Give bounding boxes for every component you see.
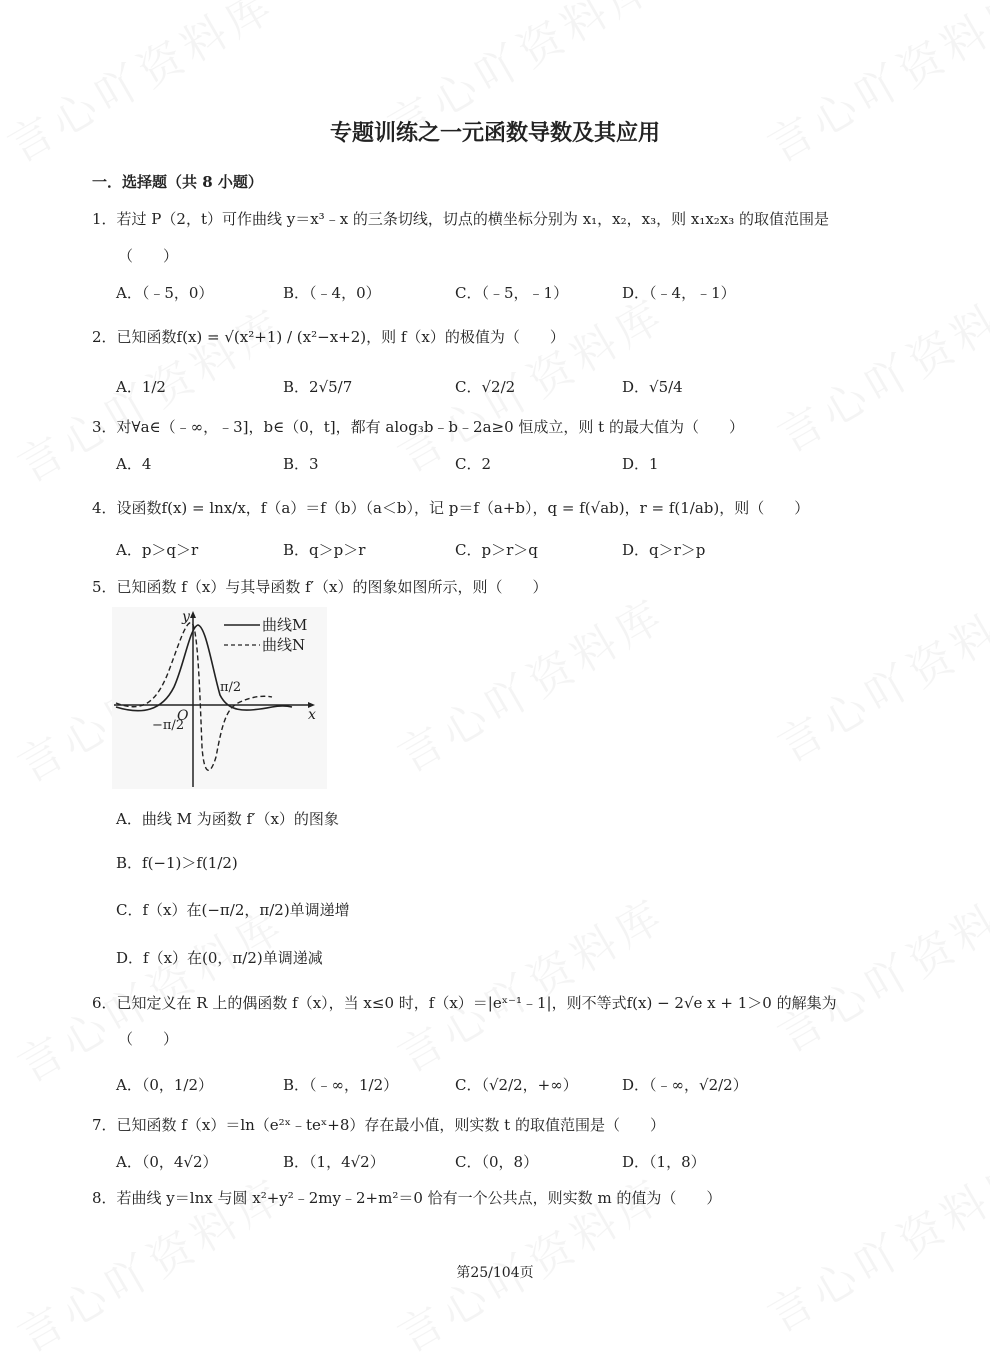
question-6-option-b: B．（﹣∞，1/2） [283,1076,399,1094]
question-6-option-c: C．（√2/2，+∞） [455,1076,578,1094]
question-3-option-c: C．2 [455,455,492,473]
watermark [764,859,990,1064]
question-3-option-d: D．1 [622,455,659,473]
page-title: 专题训练之一元函数导数及其应用 [329,120,660,146]
question-1-paren: （ ） [118,247,179,265]
neg-pi-over-2-label: −π/2 [152,718,185,733]
question-1-option-d: D．（﹣4，﹣1） [622,284,736,302]
watermark [0,0,286,175]
question-7-option-c: C．（0，8） [455,1153,539,1171]
question-4-option-b: B．q＞p＞r [283,541,366,559]
question-4-option-a: A．p＞q＞r [116,541,199,559]
question-6-stem: 6．已知定义在 R 上的偶函数 f（x），当 x≤0 时，f（x）＝|eˣ⁻¹﹣1|，则不等式f(x) − 2√e x + 1＞0 的解集为 [92,994,837,1012]
question-3-stem: 3．对∀a∈（﹣∞，﹣3]，b∈（0，t]，都有 alog₃b﹣b﹣2a≥0 恒成立，则 t 的最大值为（ ） [92,418,744,436]
question-4-option-d: D．q＞r＞p [622,541,706,559]
origin-label: O [177,708,189,724]
y-axis-label: y [182,609,190,625]
page-number: 第25/104页 [456,1265,534,1281]
pi-over-2-label: π/2 [220,680,242,695]
question-5-option-a: A．曲线 M 为函数 f′（x）的图象 [116,810,339,828]
question-7-option-a: A．（0，4√2） [116,1153,218,1171]
question-2-option-b: B．2√5/7 [283,378,353,396]
question-1-option-b: B．（﹣4，0） [283,284,381,302]
question-6-option-a: A．（0，1/2） [116,1076,214,1094]
question-1-option-a: A．（﹣5，0） [116,284,214,302]
question-2-option-d: D．√5/4 [622,378,683,396]
watermark [384,879,676,1084]
watermark [754,1139,990,1344]
x-axis-label: x [308,707,316,723]
question-7-option-d: D．（1，8） [622,1153,706,1171]
question-7-option-b: B．（1，4√2） [283,1153,385,1171]
watermark [384,579,676,784]
question-8-stem: 8．若曲线 y＝lnx 与圆 x²+y²﹣2my﹣2+m²＝0 恰有一个公共点，则实数 m 的值为（ ） [92,1189,722,1207]
question-1-option-c: C．（﹣5，﹣1） [455,284,569,302]
question-6-paren: （ ） [118,1030,179,1048]
question-5-stem: 5．已知函数 f（x）与其导函数 f′（x）的图象如图所示，则（ ） [92,578,548,596]
function-graph-figure [112,607,327,789]
question-5-option-c: C．f（x）在(−π/2，π/2)单调递增 [116,901,350,919]
watermark [764,259,990,464]
section-heading: 一．选择题（共 8 小题） [92,173,263,191]
question-7-stem: 7．已知函数 f（x）＝ln（e²ˣ﹣teˣ+8）存在最小值，则实数 t 的取值范围是（ ） [92,1116,665,1134]
question-3-option-a: A．4 [116,455,152,473]
question-2-option-a: A．1/2 [116,378,166,396]
question-4-stem: 4．设函数f(x) = lnx/x，f（a）＝f（b）（a＜b），记 p＝f（a+b），q = f(√ab)，r = f(1/ab)，则（ ） [92,499,810,517]
question-2-stem: 2．已知函数f(x) = √(x²+1) / (x²−x+2)，则 f（x）的极值为（ ） [92,328,565,346]
question-5-option-b: B．f(−1)＞f(1/2) [116,854,238,872]
watermark [764,569,990,774]
question-5-option-d: D．f（x）在(0，π/2)单调递减 [116,949,323,967]
legend-m-label: 曲线M [262,616,308,634]
legend-n-label: 曲线N [262,636,306,654]
watermark [754,0,990,175]
question-6-option-d: D．（﹣∞，√2/2） [622,1076,748,1094]
question-3-option-b: B．3 [283,455,319,473]
question-1-stem: 1．若过 P（2，t）可作曲线 y＝x³﹣x 的三条切线，切点的横坐标分别为 x₁，x₂，x₃，则 x₁x₂x₃ 的取值范围是 [92,210,830,228]
question-2-option-c: C．√2/2 [455,378,516,396]
question-4-option-c: C．p＞r＞q [455,541,538,559]
